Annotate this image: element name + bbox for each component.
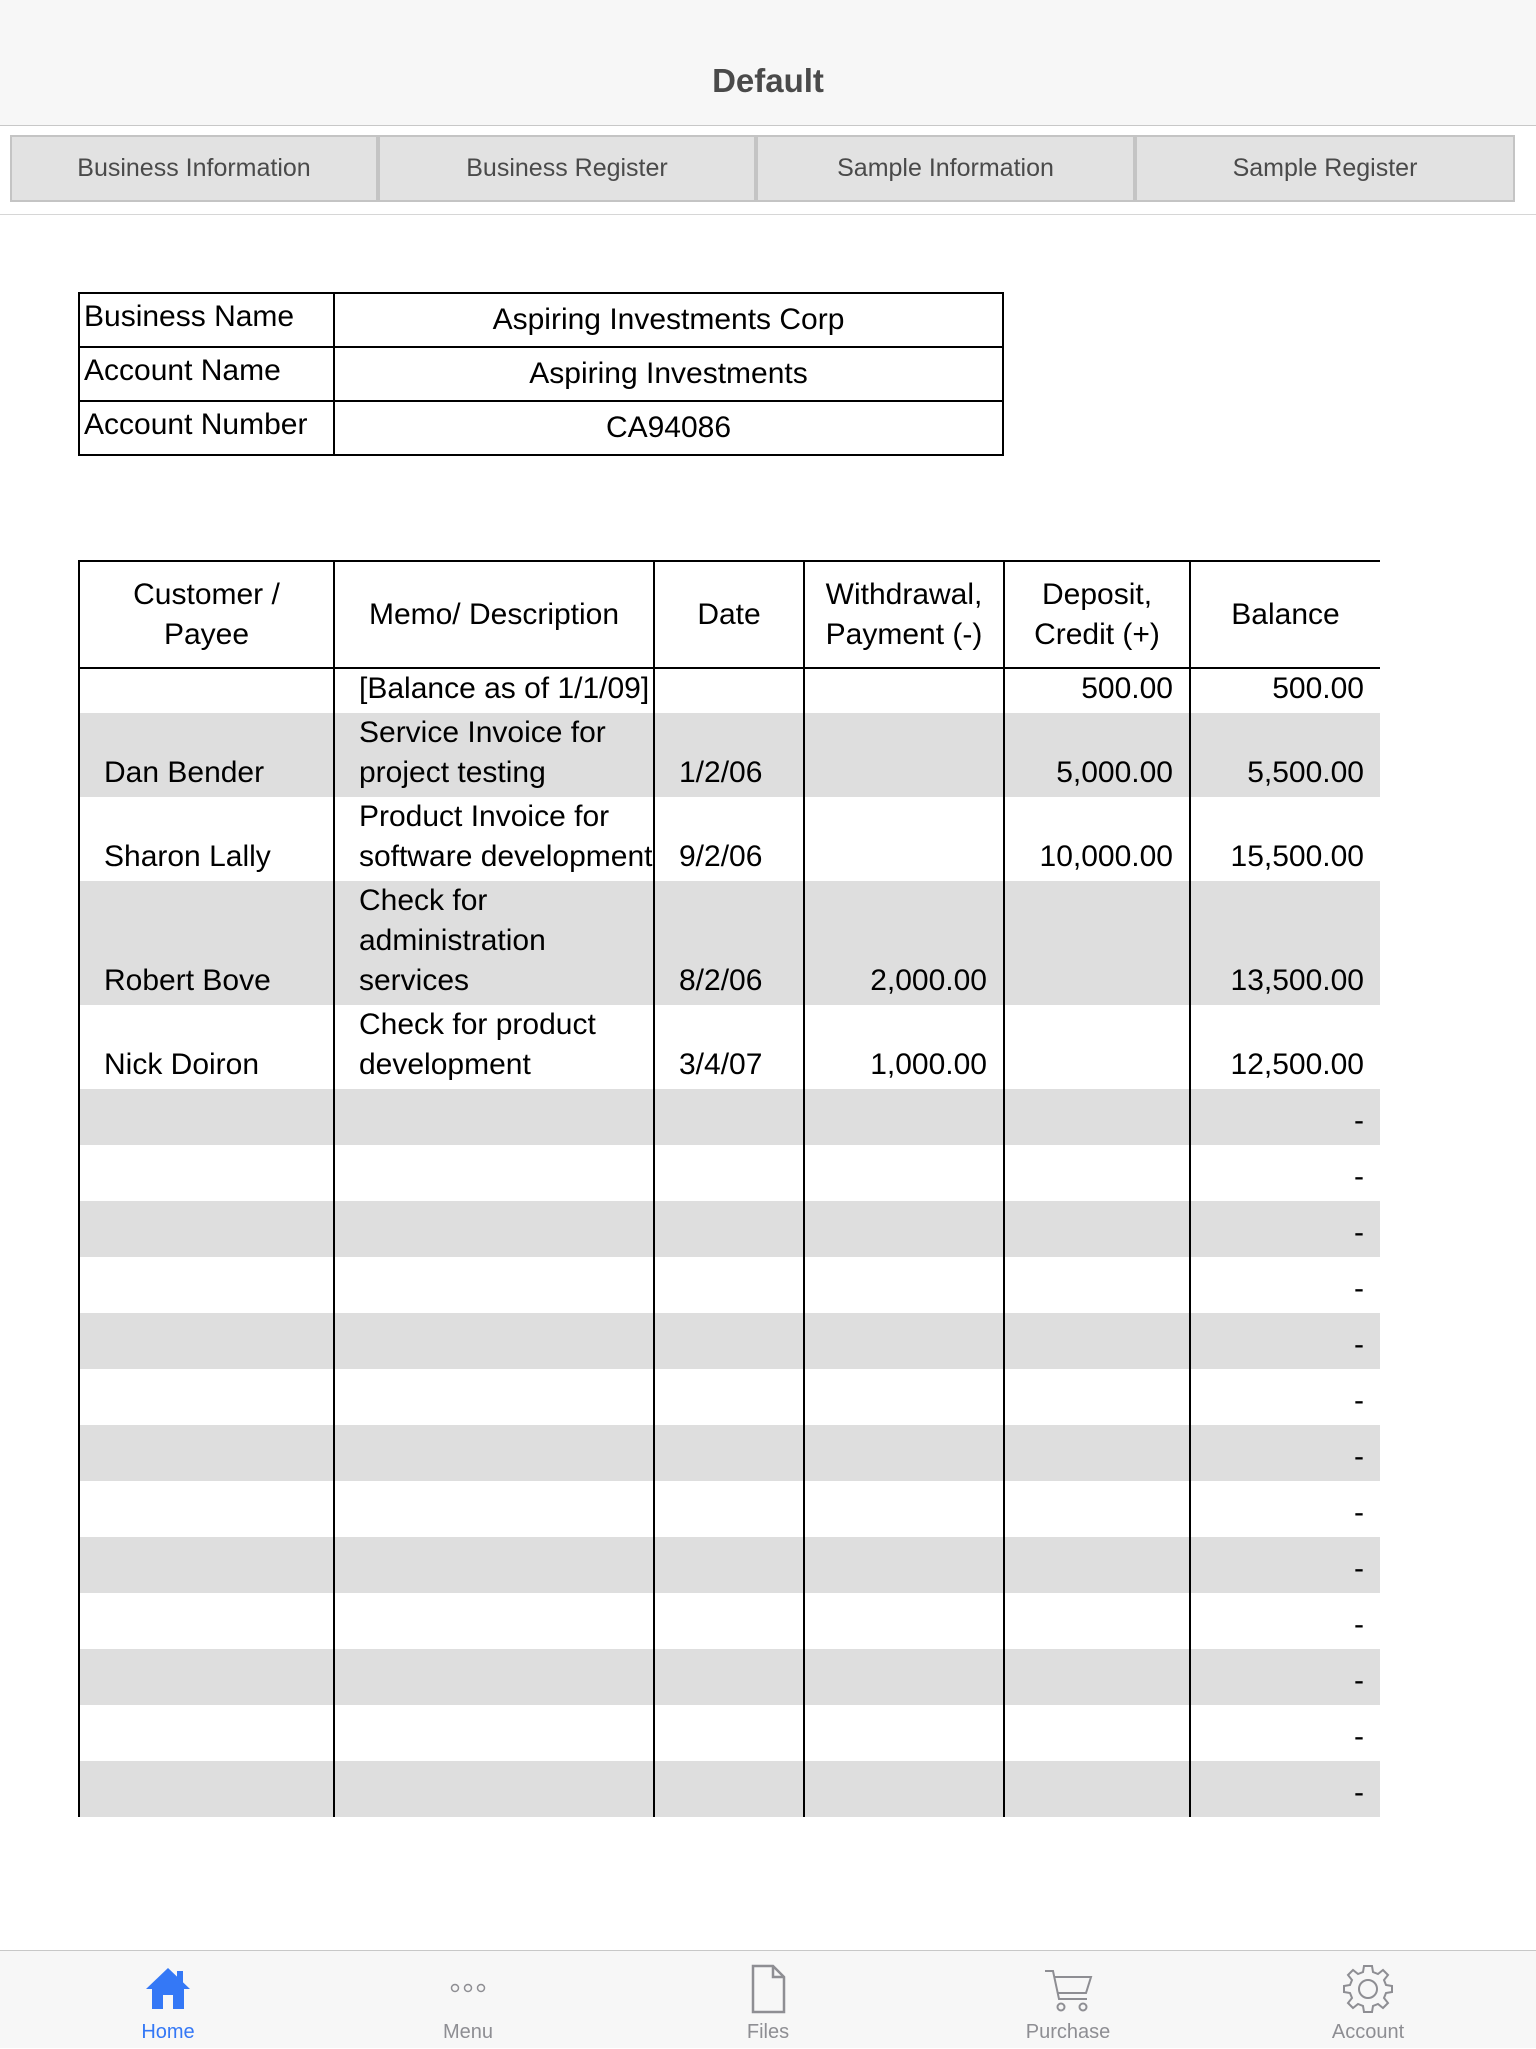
cell-deposit[interactable] xyxy=(1004,1761,1190,1817)
cell-deposit[interactable] xyxy=(1004,1425,1190,1481)
info-row-account-name xyxy=(79,347,1003,401)
cell-balance[interactable]: - xyxy=(1190,1089,1380,1145)
cell-withdrawal[interactable] xyxy=(804,1089,1004,1145)
account-name-value[interactable]: Aspiring Investments xyxy=(334,347,1003,401)
cell-deposit[interactable] xyxy=(1004,1089,1190,1145)
tabbar-files-label: Files xyxy=(746,2021,790,2043)
business-name-label[interactable]: Business Name xyxy=(79,293,334,347)
business-name-value[interactable]: Aspiring Investments Corp xyxy=(334,293,1003,347)
cell-balance[interactable]: - xyxy=(1190,1705,1380,1761)
cell-withdrawal[interactable] xyxy=(804,1705,1004,1761)
cell-memo[interactable] xyxy=(334,1537,654,1593)
cell-balance[interactable]: - xyxy=(1190,1369,1380,1425)
cell-memo[interactable] xyxy=(334,1425,654,1481)
info-row-business-name xyxy=(79,293,1003,347)
table-row xyxy=(79,1537,1380,1593)
cell-deposit[interactable] xyxy=(1004,1257,1190,1313)
cell-date[interactable] xyxy=(654,1089,804,1145)
header-date[interactable]: Date xyxy=(654,561,804,668)
cell-payee[interactable] xyxy=(79,1705,334,1761)
cell-deposit[interactable] xyxy=(1004,1649,1190,1705)
cell-deposit[interactable] xyxy=(1004,1313,1190,1369)
table-row xyxy=(79,1257,1380,1313)
tabbar-purchase-label: Purchase xyxy=(1025,2021,1111,2043)
account-name-label[interactable]: Account Name xyxy=(79,347,334,401)
cell-memo[interactable] xyxy=(334,1481,654,1537)
cell-date[interactable] xyxy=(654,1761,804,1817)
cell-memo[interactable]: Product Invoice for software development xyxy=(334,797,654,881)
register-body xyxy=(79,668,1380,1817)
tab-sample-information[interactable]: Sample Information xyxy=(756,135,1135,202)
table-row xyxy=(79,1481,1380,1537)
bottom-tab-bar xyxy=(0,1950,1536,2048)
cell-withdrawal[interactable]: 2,000.00 xyxy=(804,881,1004,1005)
cell-memo[interactable]: [Balance as of 1/1/09] xyxy=(334,668,654,713)
tabbar-menu-label: Menu xyxy=(442,2021,494,2043)
table-row xyxy=(79,1593,1380,1649)
cell-balance[interactable]: 12,500.00 xyxy=(1190,1005,1380,1089)
account-number-label[interactable]: Account Number xyxy=(79,401,334,455)
cell-withdrawal[interactable] xyxy=(804,1649,1004,1705)
cell-memo[interactable] xyxy=(334,1089,654,1145)
cell-date[interactable]: 1/2/06 xyxy=(654,713,804,797)
cell-date[interactable] xyxy=(654,1649,804,1705)
tabbar-purchase[interactable] xyxy=(918,1951,1218,2049)
cell-withdrawal[interactable] xyxy=(804,1257,1004,1313)
table-row xyxy=(79,1425,1380,1481)
tab-business-information[interactable]: Business Information xyxy=(10,135,378,202)
tabbar-home[interactable] xyxy=(18,1951,318,2049)
cell-date[interactable] xyxy=(654,1369,804,1425)
page-title: Default xyxy=(712,62,824,99)
cell-memo[interactable] xyxy=(334,1649,654,1705)
cell-withdrawal[interactable] xyxy=(804,1481,1004,1537)
cell-deposit[interactable] xyxy=(1004,1145,1190,1201)
table-row xyxy=(79,1313,1380,1369)
cell-balance[interactable]: - xyxy=(1190,1761,1380,1817)
table-row xyxy=(79,1005,1380,1089)
cell-withdrawal[interactable] xyxy=(804,1537,1004,1593)
cell-payee[interactable] xyxy=(79,1313,334,1369)
cell-balance[interactable]: - xyxy=(1190,1537,1380,1593)
table-row xyxy=(79,1705,1380,1761)
cell-payee[interactable]: Robert Bove xyxy=(79,881,334,1005)
cell-balance[interactable]: 500.00 xyxy=(1190,668,1380,713)
home-icon xyxy=(143,1963,193,2015)
info-row-account-number xyxy=(79,401,1003,455)
tab-business-register[interactable]: Business Register xyxy=(378,135,756,202)
header-withdrawal[interactable]: Withdrawal, Payment (-) xyxy=(804,561,1004,668)
cell-deposit[interactable] xyxy=(1004,1369,1190,1425)
register-scroll-area[interactable] xyxy=(78,560,1380,1950)
table-row xyxy=(79,1089,1380,1145)
cell-deposit[interactable] xyxy=(1004,1593,1190,1649)
header-memo[interactable]: Memo/ Description xyxy=(334,561,654,668)
cell-date[interactable] xyxy=(654,668,804,713)
table-row xyxy=(79,1201,1380,1257)
header-balance[interactable]: Balance xyxy=(1190,561,1380,668)
cell-deposit[interactable] xyxy=(1004,1705,1190,1761)
tabbar-account-label: Account xyxy=(1331,2021,1405,2043)
cell-date[interactable] xyxy=(654,1313,804,1369)
cell-payee[interactable] xyxy=(79,1145,334,1201)
file-icon xyxy=(743,1963,793,2015)
cell-memo[interactable] xyxy=(334,1313,654,1369)
cell-deposit[interactable]: 10,000.00 xyxy=(1004,797,1190,881)
cell-withdrawal[interactable] xyxy=(804,1761,1004,1817)
tab-sample-register[interactable]: Sample Register xyxy=(1135,135,1515,202)
cell-deposit[interactable] xyxy=(1004,1201,1190,1257)
cell-payee[interactable] xyxy=(79,1369,334,1425)
cell-date[interactable] xyxy=(654,1705,804,1761)
account-number-value[interactable]: CA94086 xyxy=(334,401,1003,455)
cell-balance[interactable]: - xyxy=(1190,1425,1380,1481)
cell-payee[interactable] xyxy=(79,1537,334,1593)
register-table xyxy=(78,560,1380,1817)
tabbar-home-label: Home xyxy=(141,2021,195,2043)
table-row xyxy=(79,1761,1380,1817)
cell-memo[interactable] xyxy=(334,1369,654,1425)
cell-date[interactable] xyxy=(654,1257,804,1313)
cell-date[interactable] xyxy=(654,1537,804,1593)
cell-date[interactable] xyxy=(654,1425,804,1481)
cell-memo[interactable] xyxy=(334,1705,654,1761)
cell-balance[interactable]: - xyxy=(1190,1201,1380,1257)
table-row xyxy=(79,797,1380,881)
cell-balance[interactable]: - xyxy=(1190,1593,1380,1649)
register-header-row xyxy=(79,561,1380,668)
cell-withdrawal[interactable] xyxy=(804,797,1004,881)
cell-deposit[interactable]: 500.00 xyxy=(1004,668,1190,713)
cell-date[interactable] xyxy=(654,1201,804,1257)
cell-withdrawal[interactable] xyxy=(804,713,1004,797)
cell-withdrawal[interactable] xyxy=(804,1313,1004,1369)
cell-balance[interactable]: 13,500.00 xyxy=(1190,881,1380,1005)
cell-payee[interactable]: Sharon Lally xyxy=(79,797,334,881)
cell-date[interactable] xyxy=(654,1145,804,1201)
cell-withdrawal[interactable] xyxy=(804,1593,1004,1649)
cell-memo[interactable]: Check for product development xyxy=(334,1005,654,1089)
cell-balance[interactable]: - xyxy=(1190,1649,1380,1705)
tabbar-account[interactable] xyxy=(1218,1951,1518,2049)
cell-memo[interactable] xyxy=(334,1761,654,1817)
gear-icon xyxy=(1342,1963,1394,2015)
cell-date[interactable] xyxy=(654,1481,804,1537)
cell-balance[interactable]: 5,500.00 xyxy=(1190,713,1380,797)
cell-deposit[interactable] xyxy=(1004,1481,1190,1537)
cell-payee[interactable] xyxy=(79,1089,334,1145)
header-deposit[interactable]: Deposit, Credit (+) xyxy=(1004,561,1190,668)
cell-deposit[interactable] xyxy=(1004,1537,1190,1593)
table-row xyxy=(79,668,1380,713)
cell-balance[interactable]: - xyxy=(1190,1313,1380,1369)
cell-deposit[interactable]: 5,000.00 xyxy=(1004,713,1190,797)
cell-memo[interactable] xyxy=(334,1201,654,1257)
cart-icon xyxy=(1041,1963,1095,2015)
cell-payee[interactable] xyxy=(79,1649,334,1705)
cell-memo[interactable]: Service Invoice for project testing xyxy=(334,713,654,797)
sheet-tab-strip xyxy=(0,127,1536,215)
cell-payee[interactable] xyxy=(79,1481,334,1537)
table-row xyxy=(79,713,1380,797)
cell-memo[interactable] xyxy=(334,1257,654,1313)
cell-payee[interactable] xyxy=(79,1257,334,1313)
cell-date[interactable]: 9/2/06 xyxy=(654,797,804,881)
cell-balance[interactable]: 15,500.00 xyxy=(1190,797,1380,881)
cell-balance[interactable]: - xyxy=(1190,1481,1380,1537)
table-row xyxy=(79,1649,1380,1705)
tabbar-files[interactable] xyxy=(618,1951,918,2049)
header-payee[interactable]: Customer / Payee xyxy=(79,561,334,668)
cell-date[interactable]: 8/2/06 xyxy=(654,881,804,1005)
cell-date[interactable]: 3/4/07 xyxy=(654,1005,804,1089)
table-row xyxy=(79,1145,1380,1201)
table-row xyxy=(79,1369,1380,1425)
cell-payee[interactable] xyxy=(79,668,334,713)
cell-balance[interactable]: - xyxy=(1190,1257,1380,1313)
more-dots-icon xyxy=(443,1963,493,2015)
cell-payee[interactable] xyxy=(79,1201,334,1257)
cell-withdrawal[interactable] xyxy=(804,1145,1004,1201)
cell-memo[interactable] xyxy=(334,1145,654,1201)
table-row xyxy=(79,881,1380,1005)
cell-payee[interactable]: Nick Doiron xyxy=(79,1005,334,1089)
cell-payee[interactable] xyxy=(79,1593,334,1649)
cell-withdrawal[interactable]: 1,000.00 xyxy=(804,1005,1004,1089)
cell-payee[interactable] xyxy=(79,1425,334,1481)
business-info-table xyxy=(78,292,1004,456)
tabbar-menu[interactable] xyxy=(318,1951,618,2049)
navigation-bar xyxy=(0,0,1536,126)
cell-memo[interactable]: Check for administration services xyxy=(334,881,654,1005)
cell-memo[interactable] xyxy=(334,1593,654,1649)
cell-withdrawal[interactable] xyxy=(804,1369,1004,1425)
cell-payee[interactable] xyxy=(79,1761,334,1817)
cell-withdrawal[interactable] xyxy=(804,1201,1004,1257)
cell-withdrawal[interactable] xyxy=(804,668,1004,713)
cell-balance[interactable]: - xyxy=(1190,1145,1380,1201)
cell-deposit[interactable] xyxy=(1004,1005,1190,1089)
cell-deposit[interactable] xyxy=(1004,881,1190,1005)
cell-payee[interactable]: Dan Bender xyxy=(79,713,334,797)
cell-withdrawal[interactable] xyxy=(804,1425,1004,1481)
cell-date[interactable] xyxy=(654,1593,804,1649)
